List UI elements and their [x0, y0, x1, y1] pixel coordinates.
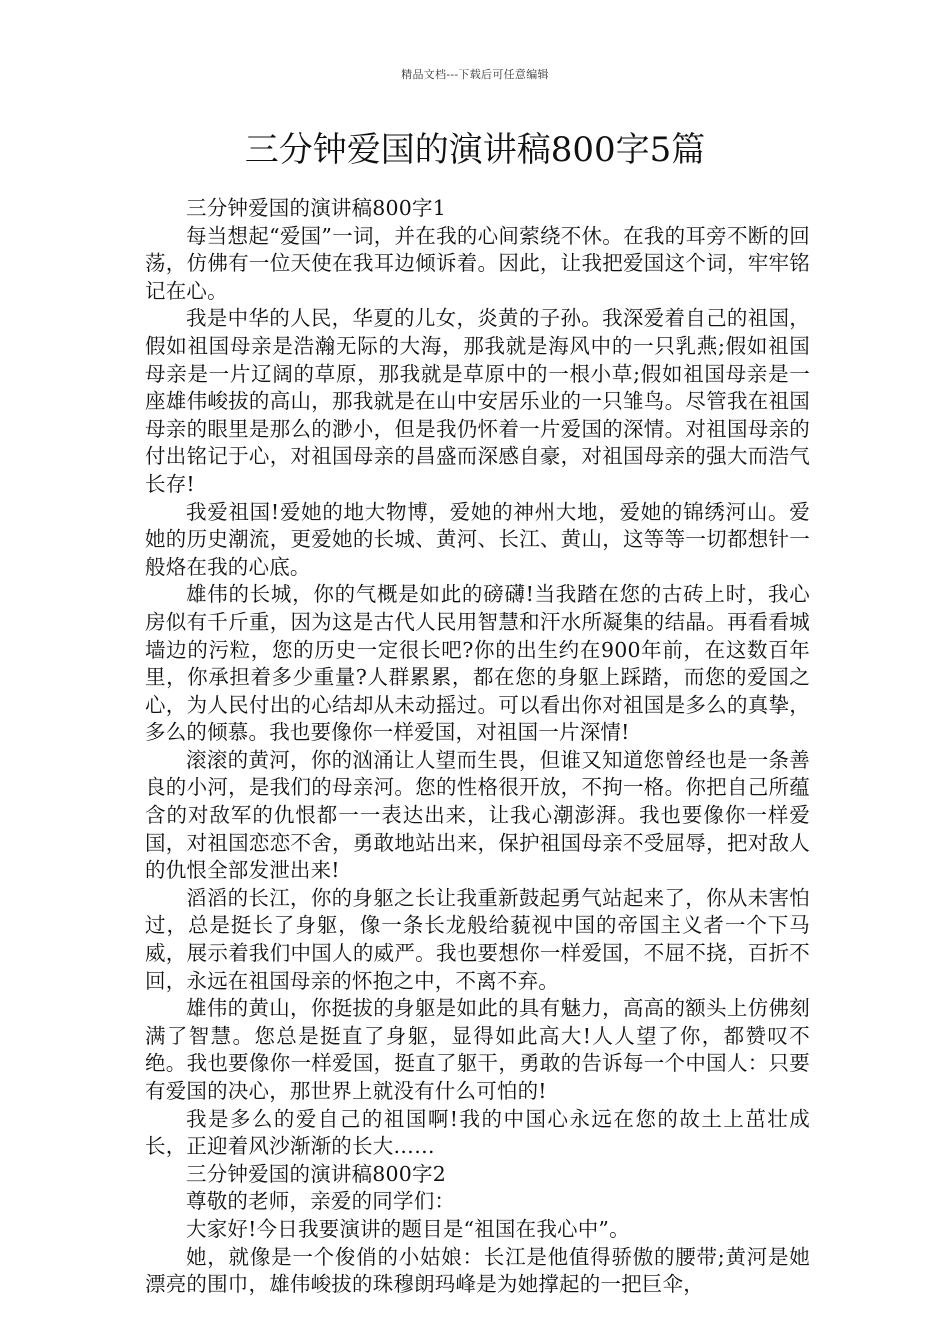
paragraph: 大家好!今日我要演讲的题目是“祖国在我心中”。	[186, 1216, 630, 1241]
paragraph: 我是中华的人民，华夏的儿女，炎黄的子孙。我深爱着自己的祖国，假如祖国母亲是浩瀚无际的大海，那我就是海风中的一只乳燕;假如祖国母亲是一片辽阔的草原，那我就是草原中的一根小草;假如祖国母亲是一座雄伟峻拔的高山，那我就是在山中安居乐业的一只雏鸟。尽管我在祖国母亲的眼里是那么的渺小，但是我仍怀着一片爱国的深情。对祖国母亲的付出铭记于心，对祖国母亲的昌盛而深感自豪，对祖国母亲的强大而浩气长存!	[145, 306, 810, 496]
paragraph: 她，就像是一个俊俏的小姑娘：长江是他值得骄傲的腰带;黄河是她漂亮的围巾，雄伟峻拔的珠穆朗玛峰是为她撑起的一把巨伞，	[145, 1244, 810, 1297]
paragraph: 我是多么的爱自己的祖国啊!我的中国心永远在您的故土上茁壮成长，正迎着风沙渐渐的长大……	[145, 1106, 810, 1159]
page-header-note: 精品文档---下载后可任意编辑	[401, 68, 549, 81]
salutation: 尊敬的老师，亲爱的同学们：	[186, 1189, 456, 1214]
paragraph: 雄伟的长城，你的气概是如此的磅礴!当我踏在您的古砖上时，我心房似有千斤重，因为这是古代人民用智慧和汗水所凝集的结晶。再看看城墙边的污粒，您的历史一定很长吧?你的出生约在900年前，在这数百年里，你承担着多少重量?人群累累，都在您的身躯上踩踏，而您的爱国之心，为人民付出的心结却从未动摇过。可以看出你对祖国是多么的真挚，多么的倾慕。我也要像你一样爱国，对祖国一片深情!	[145, 582, 810, 745]
section-heading-2: 三分钟爱国的演讲稿800字2	[186, 1161, 446, 1186]
document-body	[145, 195, 810, 1299]
paragraph: 雄伟的黄山，你挺拔的身躯是如此的具有魅力，高高的额头上仿佛刻满了智慧。您总是挺直了身躯，显得如此高大!人人望了你，都赞叹不绝。我也要像你一样爱国，挺直了躯干，勇敢的告诉每一个中国人：只要有爱国的决心，那世界上就没有什么可怕的!	[145, 996, 810, 1103]
paragraph: 我爱祖国!爱她的地大物博，爱她的神州大地，爱她的锦绣河山。爱她的历史潮流，更爱她的长城、黄河、长江、黄山，这等等一切都想针一般烙在我的心底。	[145, 499, 810, 579]
paragraph: 滔滔的长江，你的身躯之长让我重新鼓起勇气站起来了，你从未害怕过，总是挺长了身躯，像一条长龙般给藐视中国的帝国主义者一个下马威，展示着我们中国人的威严。我也要想你一样爱国，不屈不挠，百折不回，永远在祖国母亲的怀抱之中，不离不弃。	[145, 885, 810, 993]
paragraph: 每当想起“爱国”一词，并在我的心间萦绕不休。在我的耳旁不断的回荡，仿佛有一位天使在我耳边倾诉着。因此，让我把爱国这个词，牢牢铭记在心。	[145, 223, 810, 303]
paragraph: 滚滚的黄河，你的汹涌让人望而生畏，但谁又知道您曾经也是一条善良的小河，是我们的母亲河。您的性格很开放，不拘一格。你把自己所蕴含的对敌军的仇恨都一一表达出来，让我心潮澎湃。我也要像你一样爱国，对祖国恋恋不舍，勇敢地站出来，保护祖国母亲不受屈辱，把对敌人的仇恨全部发泄出来!	[145, 747, 810, 883]
document-title: 三分钟爱国的演讲稿800字5篇	[244, 130, 706, 170]
section-heading-1: 三分钟爱国的演讲稿800字1	[186, 196, 446, 220]
